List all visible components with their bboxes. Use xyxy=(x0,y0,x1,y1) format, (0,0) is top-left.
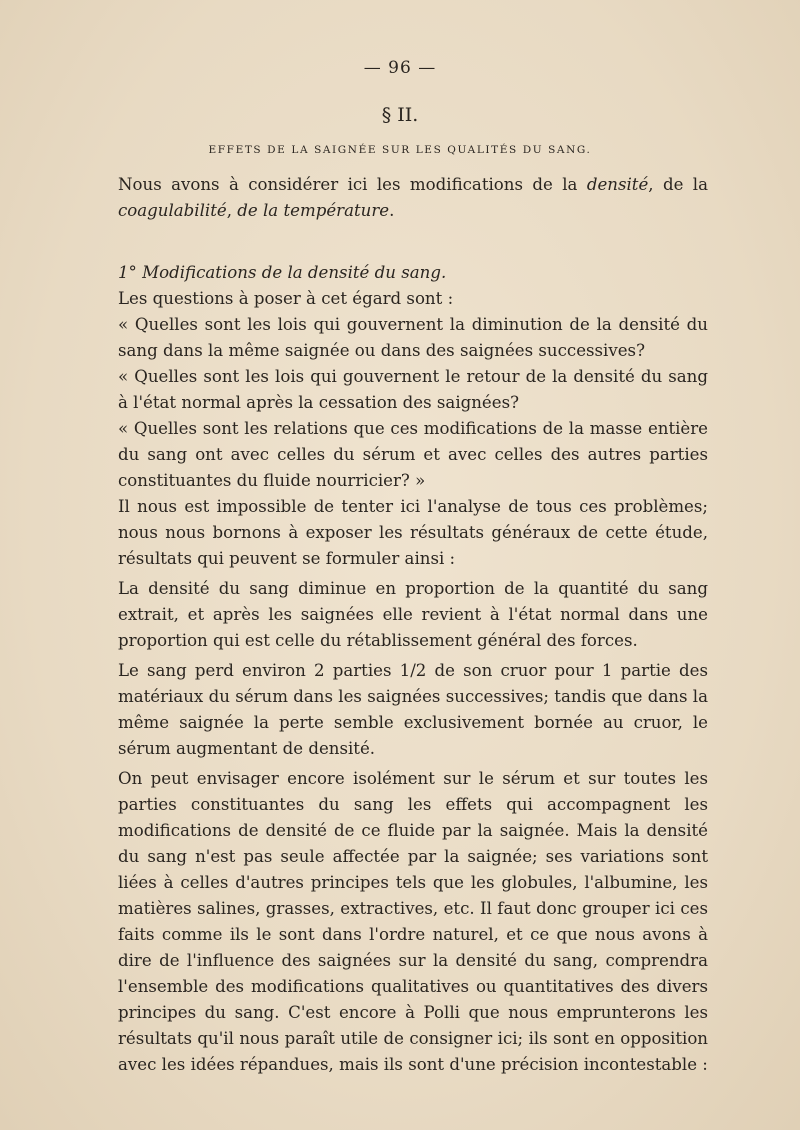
paragraph: « Quelles sont les lois qui gouvernent le retour de la densité du sang à l'état normal après la cessation des saignées? xyxy=(118,367,708,412)
page-number: — 96 — xyxy=(363,58,437,78)
section-title: EFFETS DE LA SAIGNÉE SUR LES QUALITÉS DU SANG. xyxy=(208,144,592,156)
intro-text-3: , xyxy=(226,201,238,220)
intro-italic-temperature: de la température xyxy=(237,201,390,220)
paragraph: Le sang perd environ 2 parties 1/2 de son cruor pour 1 partie des matériaux du sérum dans les saignées successives; tandis que dans la même saignée la perte semble exclusivement bornée au cruor, le sérum augmentant de densité. xyxy=(118,661,708,758)
paragraph: « Quelles sont les lois qui gouvernent la diminution de la densité du sang dans la même saignée ou dans des saignées successives? xyxy=(118,315,708,360)
subsection-heading: 1° Modifications de la densité du sang. xyxy=(118,263,447,282)
paragraph: La densité du sang diminue en proportion de la quantité du sang extrait, et après les saignées elle revient à l'état normal dans une proportion qui est celle du rétablissement général des forces. xyxy=(118,579,708,650)
paragraph: On peut envisager encore isolément sur le sérum et sur toutes les parties constituantes du sang les effets qui accompagnent les modifications de densité de ce fluide par la saignée. Mais la densité du sang n'est pas seule affectée par la saignée; ses variations sont liées à celles d'autres principes tels que les globules, l'albumine, les matières salines, grasses, extractives, etc. Il faut donc grouper ici ces faits comme ils le sont dans l'ordre naturel, et ce que nous avons à dire de l'influence des saignées sur la densité du sang, comprendra l'ensemble des modifications qualitatives ou quantitatives des divers principes du sang. C'est encore à Polli que nous emprunterons les résultats qu'il nous paraît utile de consigner ici; ils sont en opposition avec les idées répandues, mais ils sont d'une précision incontestable : xyxy=(118,769,708,1074)
section-number: § II. xyxy=(381,104,419,126)
page-body xyxy=(118,172,708,1078)
intro-text-2: , de la xyxy=(648,175,709,194)
intro-italic-densite: densité xyxy=(586,175,649,194)
paragraph: Il nous est impossible de tenter ici l'analyse de tous ces problèmes; nous nous bornons à exposer les résultats généraux de cette étude, résultats qui peuvent se formuler ainsi : xyxy=(118,497,708,568)
intro-paragraph xyxy=(118,172,708,224)
intro-text-1: Nous avons à considérer ici les modifications de la xyxy=(118,175,587,194)
paragraph: « Quelles sont les relations que ces modifications de la masse entière du sang ont avec celles du sérum et avec celles des autres parties constituantes du fluide nourricier? » xyxy=(118,419,708,490)
intro-text-4: . xyxy=(389,201,395,220)
intro-italic-coagulabilite: coagulabilité xyxy=(118,201,227,220)
paragraph: Les questions à poser à cet égard sont : xyxy=(118,289,454,308)
